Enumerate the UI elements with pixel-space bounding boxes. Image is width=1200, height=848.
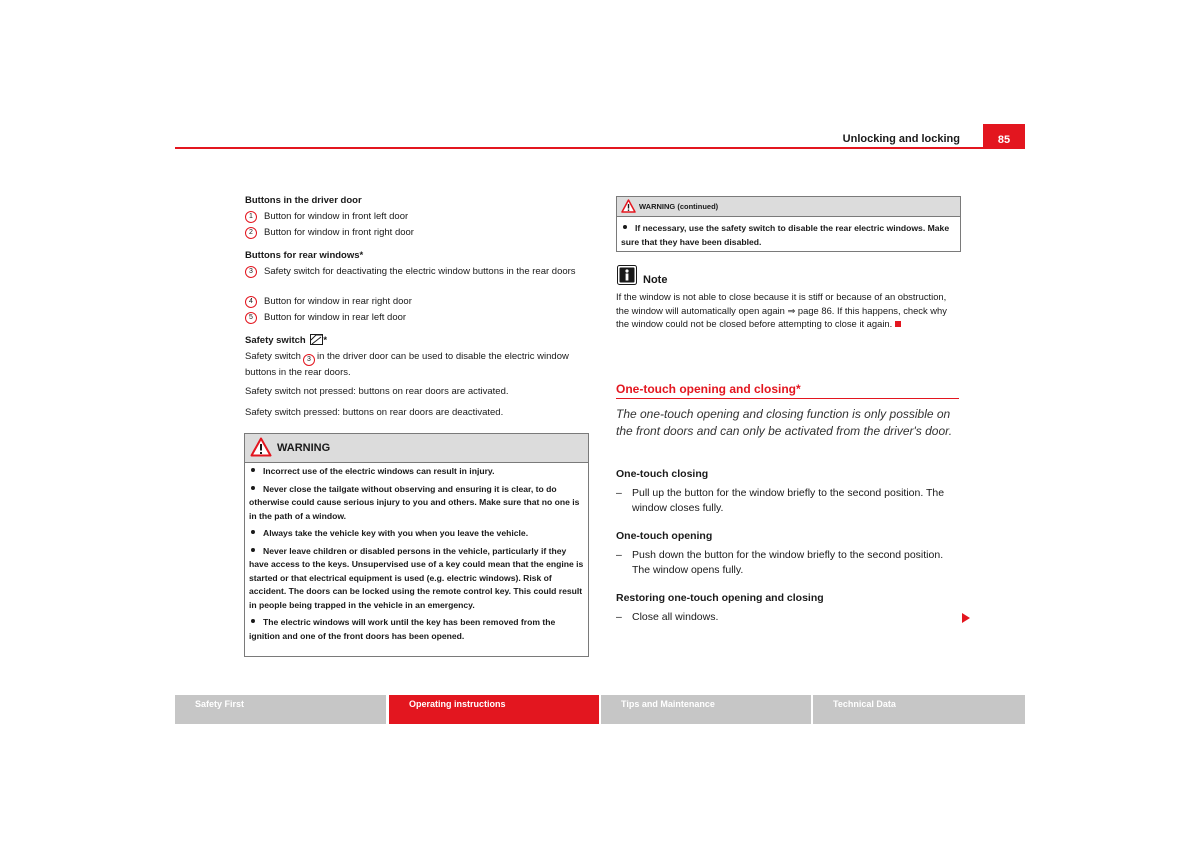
step-text: Close all windows. (632, 611, 719, 623)
footer-tab-safety-first[interactable] (175, 695, 386, 724)
list-item-text: Button for window in rear right door (264, 296, 412, 307)
bullet-icon (251, 619, 255, 623)
warning-bullet (245, 465, 588, 479)
list-item (245, 265, 590, 279)
warning-bullet (245, 616, 588, 643)
footer-tab-technical-data[interactable] (813, 695, 1025, 724)
warning-continued-text: If necessary, use the safety switch to disable the rear electric windows. Make sure that they have been disabled. (621, 223, 950, 247)
page-number: 85 (983, 124, 1025, 148)
warning-bullet (245, 545, 588, 613)
callout-number: 1 (245, 211, 257, 223)
list-item (245, 311, 590, 325)
safety-para-post: in the driver door can be used to disable the electric window buttons in the rear doors. (245, 351, 569, 378)
list-item (245, 226, 590, 240)
callout-number: 4 (245, 296, 257, 308)
list-item (245, 210, 590, 224)
callout-number: 2 (245, 227, 257, 239)
footer-tab-label: Operating instructions (409, 699, 506, 709)
safety-para-pre: Safety switch (245, 351, 301, 362)
info-icon (617, 265, 637, 285)
restoring-step (616, 610, 961, 625)
step-text: Push down the button for the window briefly to the second position. The window opens fully. (632, 549, 944, 576)
safety-pressed-text: Safety switch pressed: buttons on rear doors are deactivated. (245, 407, 504, 418)
rear-windows-heading: Buttons for rear windows* (245, 250, 364, 261)
warning-title: WARNING (277, 442, 331, 454)
warning-bullet-text: Never leave children or disabled persons in the vehicle, particularly if they have access to the keys. Unsupervised use of a key could mean that the engine is started or that electrical equipment is used (e.g. electric windows). Risk of accident. The doors can be locked using the remote control key. This could result in people being trapped in the vehicle in an emergency. (249, 545, 584, 610)
list-item-text: Button for window in rear left door (264, 312, 407, 323)
one-touch-closing-heading: One-touch closing (616, 468, 709, 480)
bullet-icon (251, 468, 255, 472)
section-heading-rule (616, 398, 959, 399)
dash-icon: – (616, 549, 622, 561)
end-of-section-icon (895, 321, 901, 327)
note-title: Note (643, 274, 668, 286)
dash-icon: – (616, 487, 622, 499)
footer-tab-label: Tips and Maintenance (621, 699, 715, 709)
step-text: Pull up the button for the window briefly to the second position. The window closes fully. (632, 487, 945, 514)
bullet-icon (623, 225, 627, 229)
note-text (616, 290, 961, 331)
callout-number: 3 (245, 266, 257, 278)
warning-bullet-text: Incorrect use of the electric windows can result in injury. (263, 466, 495, 476)
list-item-text: Safety switch for deactivating the electric window buttons in the rear doors (264, 266, 576, 277)
footer-tab-tips-maintenance[interactable] (601, 695, 811, 724)
list-item-text: Button for window in front right door (264, 227, 414, 238)
warning-bullet-text: The electric windows will work until the key has been removed from the ignition and one of the front doors has been opened. (249, 617, 556, 641)
page-title: Unlocking and locking (842, 133, 960, 145)
safety-not-pressed-text: Safety switch not pressed: buttons on rear doors are activated. (245, 386, 509, 397)
safety-switch-heading (245, 334, 327, 348)
safety-switch-paragraph (245, 350, 590, 380)
section-intro: The one-touch opening and closing function is only possible on the front doors and can only be activated from the driver's door. (616, 407, 953, 438)
footer-tab-label: Safety First (195, 699, 245, 709)
warning-box (244, 433, 589, 657)
bullet-icon (251, 548, 255, 552)
note-body: If the window is not able to close because it is stiff or because of an obstruction, the window will automatically open again ⇒ page 86. If this happens, check why the window could not be closed before attempting to close it again. (616, 291, 947, 329)
dash-icon: – (616, 611, 622, 623)
header-rule (175, 147, 1025, 149)
bullet-icon (251, 530, 255, 534)
list-item-text: Button for window in front left door (264, 211, 409, 222)
one-touch-opening-heading: One-touch opening (616, 530, 713, 542)
warning-bullet-text: Never close the tailgate without observing and ensuring it is clear, to do otherwise could cause serious injury to you and others. Make sure that no one is in the path of a window. (249, 483, 580, 521)
warning-continued-box (616, 196, 961, 252)
safety-switch-heading-text: Safety switch (245, 335, 306, 346)
warning-continued-title: WARNING (continued) (639, 202, 719, 211)
asterisk: * (323, 335, 328, 346)
warning-bullet (245, 527, 588, 541)
warning-header (245, 434, 588, 463)
bullet-icon (251, 486, 255, 490)
one-touch-opening-step (616, 548, 961, 578)
list-item (245, 295, 590, 309)
continue-arrow-icon (962, 613, 970, 623)
footer-tab-operating-instructions[interactable] (389, 695, 599, 724)
warning-triangle-icon (250, 437, 272, 457)
one-touch-closing-step (616, 486, 961, 516)
callout-number: 3 (303, 354, 315, 366)
warning-continued-header (617, 197, 960, 217)
footer-tab-label: Technical Data (833, 699, 896, 709)
driver-door-heading: Buttons in the driver door (245, 195, 362, 206)
warning-bullet (617, 222, 960, 249)
warning-triangle-icon (621, 199, 636, 213)
warning-bullet (245, 483, 588, 524)
window-lock-icon (310, 334, 323, 345)
callout-number: 5 (245, 312, 257, 324)
section-heading: One-touch opening and closing* (616, 382, 801, 396)
restoring-heading: Restoring one-touch opening and closing (616, 592, 824, 604)
warning-bullet-text: Always take the vehicle key with you when you leave the vehicle. (263, 528, 529, 538)
